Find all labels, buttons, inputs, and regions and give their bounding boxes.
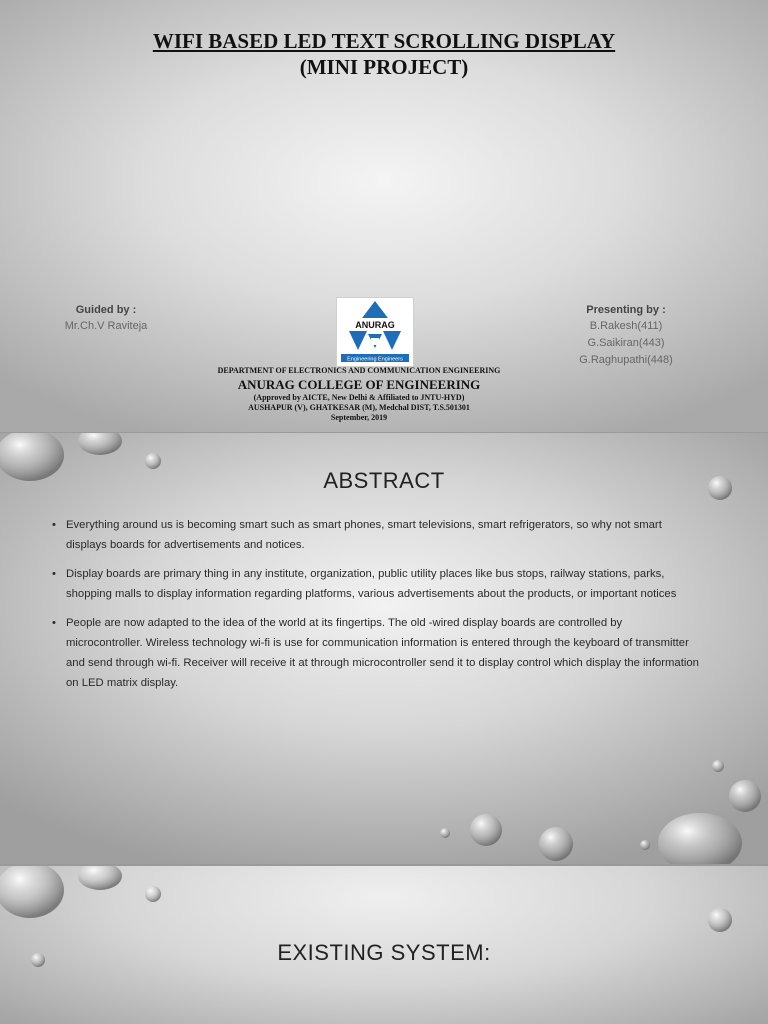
college-logo (336, 297, 414, 367)
logo-text: ANURAG (355, 320, 395, 330)
slide-title-block (0, 28, 768, 80)
list-item (50, 564, 700, 604)
college-name: ANURAG COLLEGE OF ENGINEERING (237, 377, 481, 392)
drop-icon (708, 908, 732, 932)
bullet-text: People are now adapted to the idea of the world at its fingertips. The old -wired display boards are controlled by microcontroller. Wireless technology wi-fi is use for communication information is entered through the keyboard of transmitter and send through wi-fi. Receiver will receive it at through microcontroller send it to display control which display the information on LED matrix display. (66, 617, 699, 689)
presenting-by-label: Presenting by : (586, 304, 666, 316)
presenting-by-block (566, 302, 686, 369)
bullet-icon: • (52, 568, 56, 580)
address-text: AUSHAPUR (V), GHATKESAR (M), Medchal DIST, T.S.501301 (248, 403, 470, 412)
drop-icon (145, 453, 161, 469)
abstract-bullet-list (50, 515, 700, 702)
drop-icon (145, 886, 161, 902)
title-slide (0, 0, 768, 432)
drop-icon (78, 433, 122, 455)
project-title: WIFI BASED LED TEXT SCROLLING DISPLAY (152, 29, 616, 53)
drop-icon (78, 866, 122, 890)
bullet-text: Everything around us is becoming smart such as smart phones, smart televisions, smart refrigerators, so why not smart displays boards for advertisements and notices. (66, 519, 662, 551)
bullet-icon: • (52, 617, 56, 629)
project-subtitle: (MINI PROJECT) (299, 55, 469, 79)
drop-icon (729, 780, 761, 812)
presenter-name: B.Rakesh(411) (589, 320, 663, 332)
approval-text: (Approved by AICTE, New Delhi & Affiliated to JNTU-HYD) (253, 393, 465, 402)
drop-icon (0, 866, 64, 918)
guided-by-block (56, 302, 156, 335)
college-info (150, 365, 568, 423)
abstract-slide (0, 433, 768, 864)
department-name: DEPARTMENT OF ELECTRONICS AND COMMUNICATION ENGINEERING (217, 366, 501, 375)
anurag-logo-icon (337, 298, 413, 366)
drop-icon (640, 840, 650, 850)
logo-tagline: Engineering Engineers (347, 356, 403, 363)
drop-icon (712, 760, 724, 772)
presenter-name: G.Raghupathi(448) (579, 354, 673, 366)
guide-name: Mr.Ch.V Raviteja (64, 320, 148, 332)
drop-icon (440, 828, 450, 838)
date-text: September, 2019 (330, 413, 388, 422)
guided-by-label: Guided by : (75, 304, 137, 316)
drop-icon (470, 814, 502, 846)
existing-system-title: EXISTING SYSTEM: (277, 940, 491, 965)
drop-icon (658, 813, 742, 864)
bullet-text: Display boards are primary thing in any institute, organization, public utility places like bus stops, railway stations, parks, shopping malls to display information regarding platforms, various advertisements about the products, or important notices (66, 568, 677, 600)
presenter-name: G.Saikiran(443) (587, 337, 665, 349)
drop-icon (539, 827, 573, 861)
bullet-icon: • (52, 519, 56, 531)
abstract-title: ABSTRACT (323, 468, 445, 493)
list-item (50, 613, 700, 693)
list-item (50, 515, 700, 555)
existing-system-slide (0, 866, 768, 1024)
